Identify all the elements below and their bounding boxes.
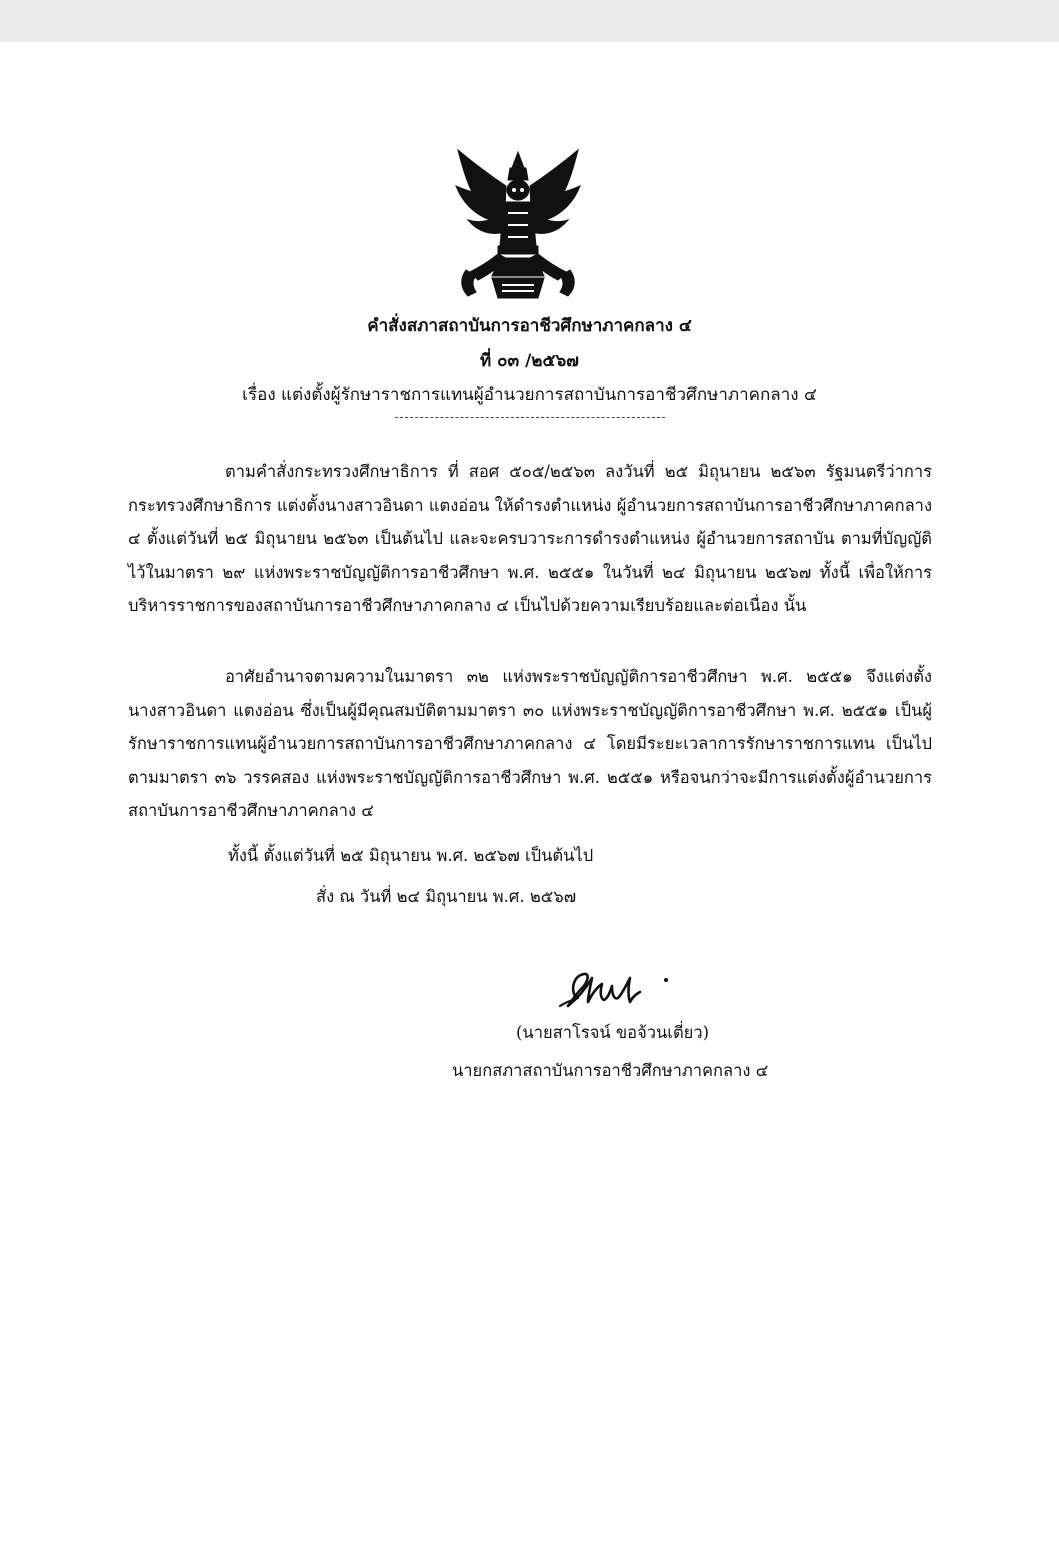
order-number: ที่ ๐๓ /๒๕๖๗ [480,351,579,371]
viewer-top-bar [0,0,1059,42]
paragraph-appointment: อาศัยอำนาจตามความในมาตรา ๓๒ แห่งพระราชบัญญัติการอาชีวศึกษา พ.ศ. ๒๕๕๑ จึงแต่งตั้งนางสาวอินดา แตงอ่อน ซึ่งเป็นผู้มีคุณสมบัติตามมาตรา ๓๐ แห่งพระราชบัญญัติการอาชีวศึกษา พ.ศ. ๒๕๕๑ เป็นผู้รักษาราชการแทนผู้อำนวยการสถาบันการอาชีวศึกษาภาคกลาง ๔ โดยมีระยะเวลาการรักษาราชการแทน เป็นไปตามมาตรา ๓๖ วรรคสอง แห่งพระราชบัญญัติการอาชีวศึกษา พ.ศ. ๒๕๕๑ หรือจนกว่าจะมีการแต่งตั้งผู้อำนวยการสถาบันการอาชีวศึกษาภาคกลาง ๔ [128,667,932,820]
header-divider [395,417,665,418]
signer-name: (นายสาโรจน์ ขอจ้วนเตี่ยว) [516,1023,710,1042]
order-date-line: สั่ง ณ วันที่ ๒๔ มิถุนายน พ.ศ. ๒๕๖๗ [316,887,577,906]
handwritten-signature [548,958,688,1018]
order-subject: เรื่อง แต่งตั้งผู้รักษาราชการแทนผู้อำนวยการสถาบันการอาชีวศึกษาภาคกลาง ๔ [242,385,817,405]
order-title: คำสั่งสภาสถาบันการอาชีวศึกษาภาคกลาง ๔ [367,316,692,336]
garuda-emblem-icon [448,146,588,306]
paragraph-background: ตามคำสั่งกระทรวงศึกษาธิการ ที่ สอศ ๕๐๕/๒๕๖๓ ลงวันที่ ๒๕ มิถุนายน ๒๕๖๓ รัฐมนตรีว่าการกระทรวงศึกษาธิการ แต่งตั้งนางสาวอินดา แตงอ่อน ให้ดำรงตำแหน่ง ผู้อำนวยการสถาบันการอาชีวศึกษาภาคกลาง ๔ ตั้งแต่วันที่ ๒๕ มิถุนายน ๒๕๖๓ เป็นต้นไป และจะครบวาระการดำรงตำแหน่ง ผู้อำนวยการสถาบัน ตามที่บัญญัติไว้ในมาตรา ๒๙ แห่งพระราชบัญญัติการอาชีวศึกษา พ.ศ. ๒๕๕๑ ในวันที่ ๒๔ มิถุนายน ๒๕๖๗ ทั้งนี้ เพื่อให้การบริหารราชการของสถาบันการอาชีวศึกษาภาคกลาง ๔ เป็นไปด้วยความเรียบร้อยและต่อเนื่อง นั้น [128,462,932,615]
effective-date-line: ทั้งนี้ ตั้งแต่วันที่ ๒๕ มิถุนายน พ.ศ. ๒๕๖๗ เป็นต้นไป [228,846,594,865]
signer-title: นายกสภาสถาบันการอาชีวศึกษาภาคกลาง ๔ [452,1061,769,1080]
